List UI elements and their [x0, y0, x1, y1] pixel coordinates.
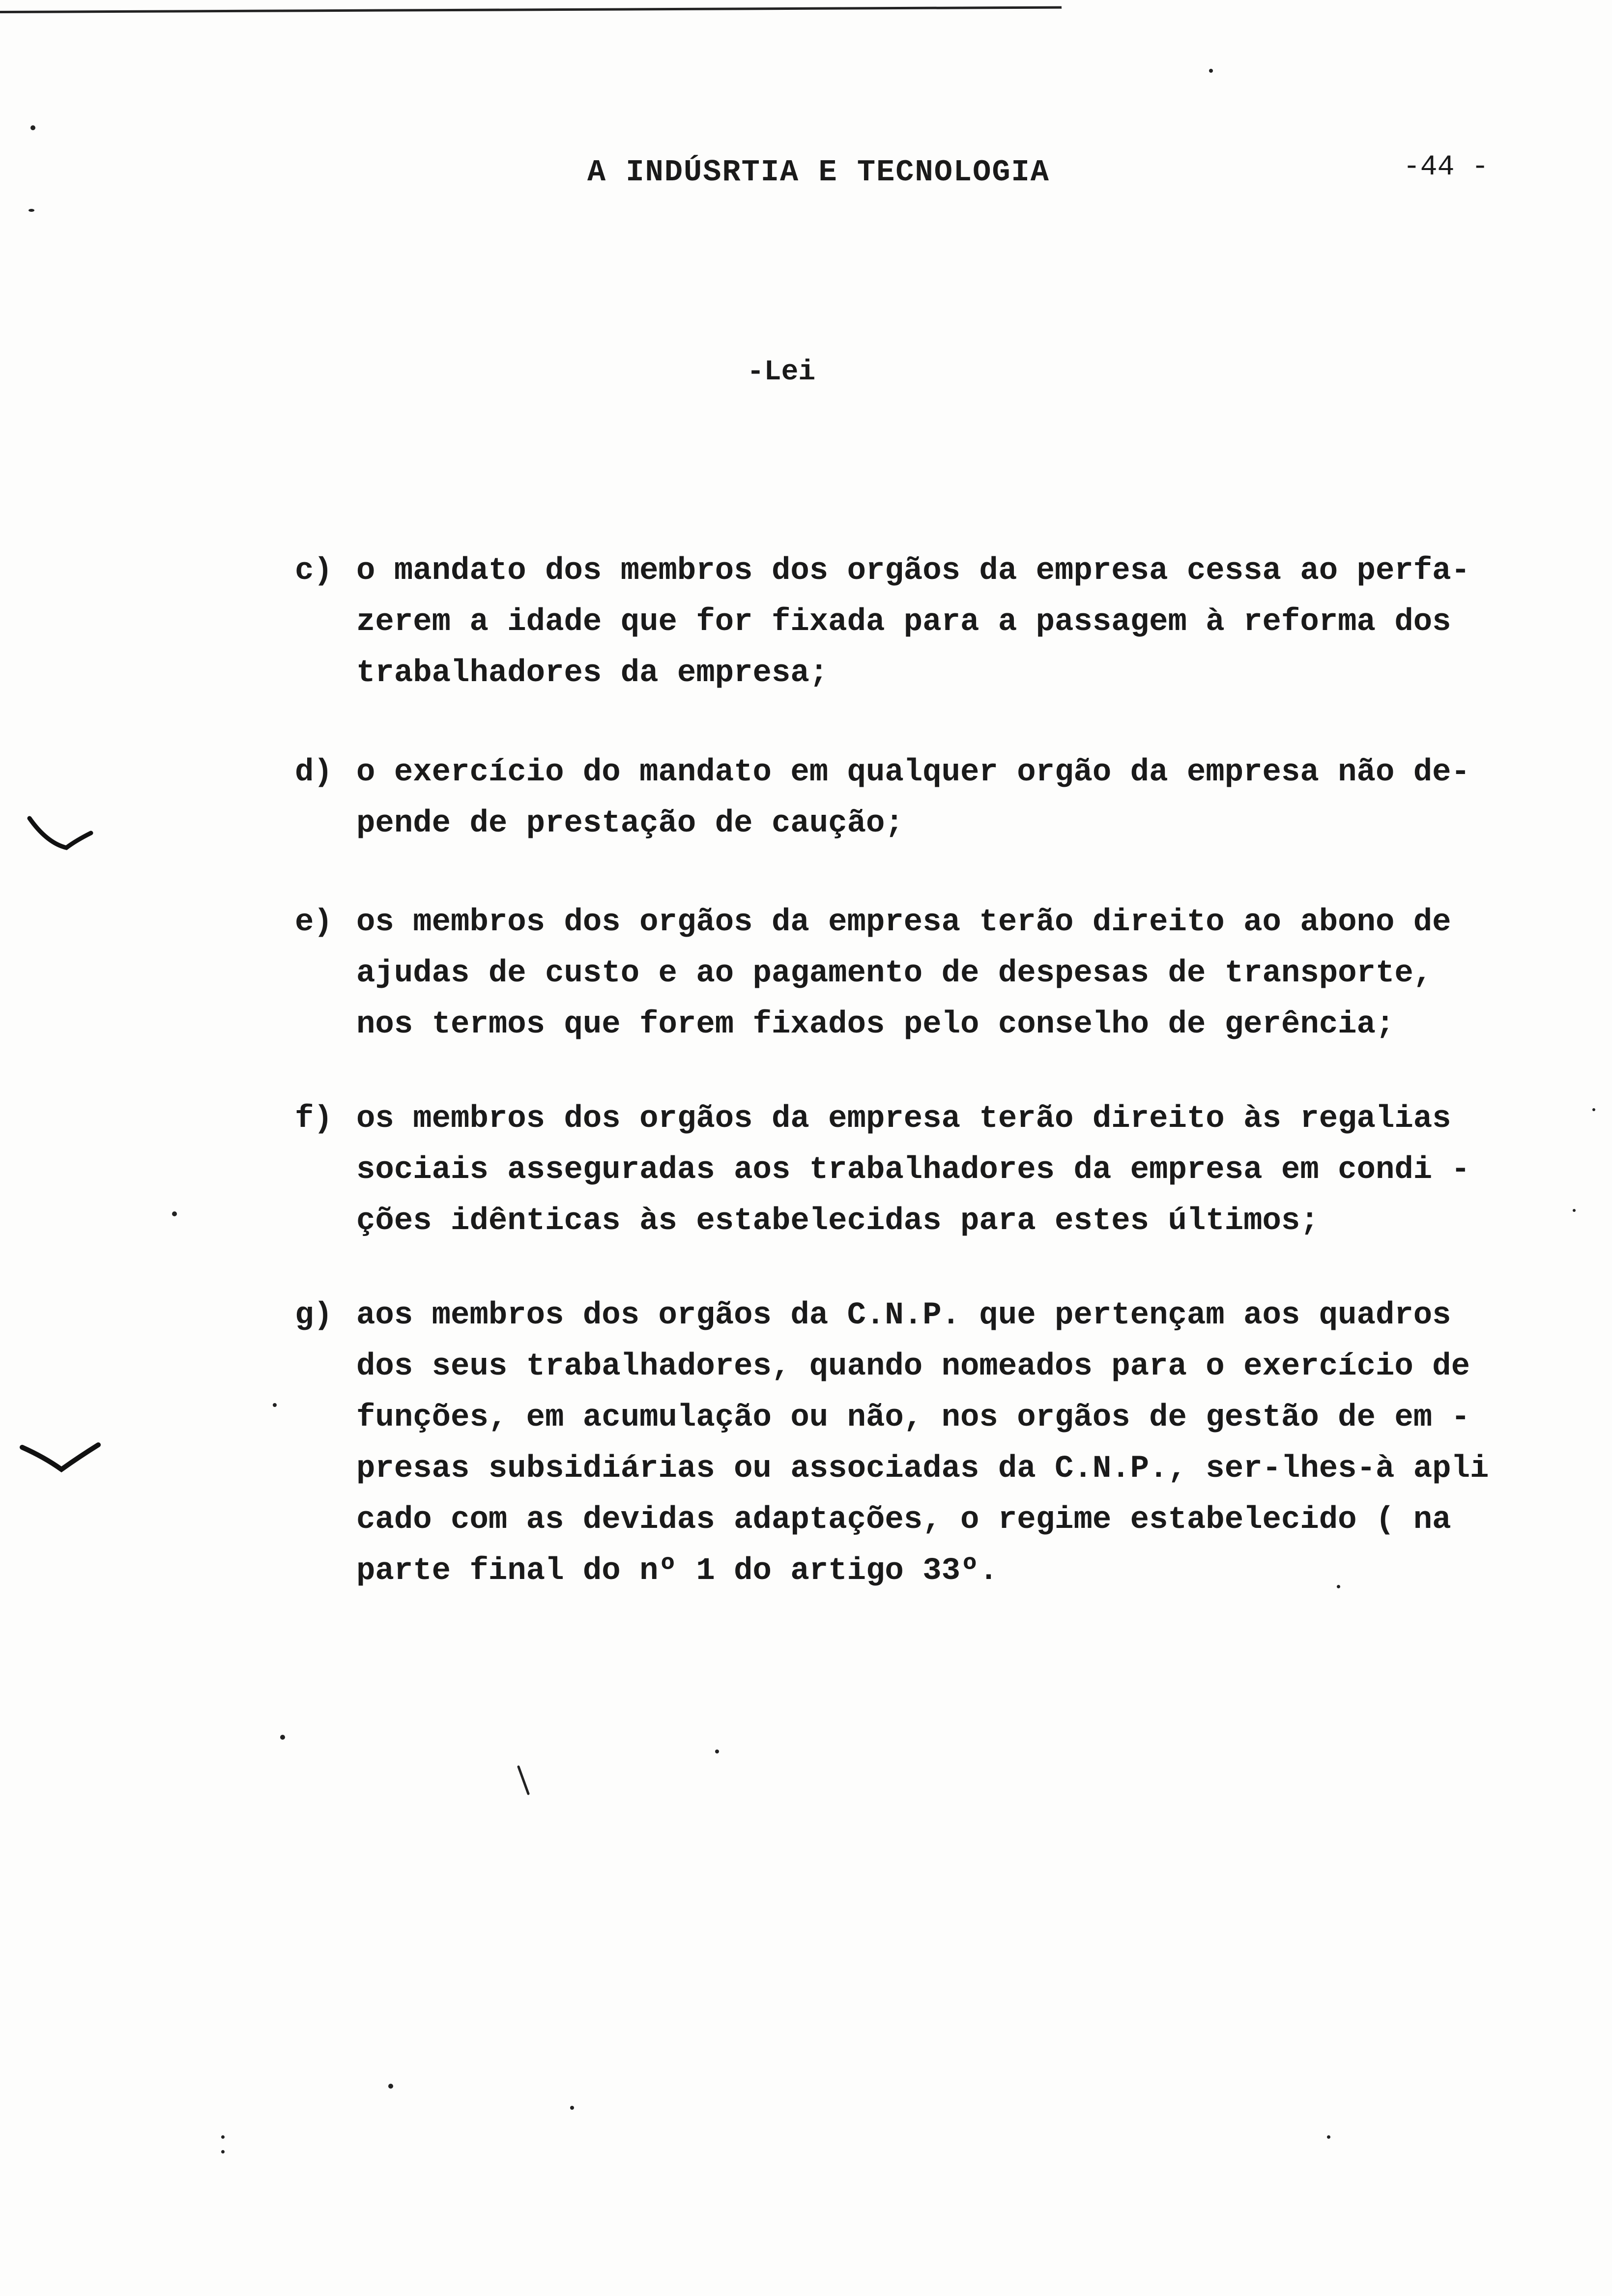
item-line: dos seus trabalhadores, quando nomeados para o exercício de — [356, 1349, 1470, 1384]
page-number: -44 - — [1403, 151, 1489, 183]
item-line: nos termos que forem fixados pelo conselho de gerência; — [356, 1007, 1395, 1042]
scan-speck — [570, 2106, 574, 2110]
item-line: ções idênticas às estabelecidas para estes últimos; — [356, 1204, 1319, 1239]
item-marker: d) — [295, 755, 333, 790]
item-line: os membros dos orgãos da empresa terão direito às regalias — [356, 1101, 1451, 1137]
scan-mark-left-2 — [20, 1440, 103, 1479]
item-line: zerem a idade que for fixada para a passagem à reforma dos — [356, 604, 1451, 640]
item-line: aos membros dos orgãos da C.N.P. que pertençam aos quadros — [356, 1298, 1451, 1333]
scan-speck — [1592, 1108, 1595, 1111]
item-line: pende de prestação de caução; — [356, 806, 904, 841]
scan-speck — [280, 1735, 285, 1740]
item-marker: e) — [295, 905, 333, 940]
item-marker: c) — [295, 553, 333, 589]
list-item-c — [295, 545, 1553, 699]
item-line: o mandato dos membros dos orgãos da empresa cessa ao perfa- — [356, 553, 1470, 589]
item-line: o exercício do mandato em qualquer orgão da empresa não de- — [356, 755, 1470, 790]
list-item-e — [295, 897, 1553, 1050]
scan-speck — [29, 209, 34, 212]
item-marker: g) — [295, 1298, 333, 1333]
scan-speck — [30, 125, 35, 130]
scan-speck — [1573, 1209, 1576, 1212]
scan-mark-left-1 — [27, 813, 96, 858]
item-line: os membros dos orgãos da empresa terão direito ao abono de — [356, 905, 1451, 940]
item-line: sociais asseguradas aos trabalhadores da empresa em condi - — [356, 1152, 1470, 1188]
scan-speck — [715, 1750, 719, 1753]
scan-speck — [221, 2150, 225, 2153]
scan-mark-center — [514, 1764, 533, 1799]
scan-speck — [388, 2084, 393, 2089]
item-line: cado com as devidas adaptações, o regime estabelecido ( na — [356, 1502, 1451, 1538]
scan-speck — [273, 1403, 277, 1407]
item-line: presas subsidiárias ou associadas da C.N.P., ser-lhes-à apli — [356, 1451, 1489, 1487]
scan-speck — [221, 2135, 225, 2139]
top-rule — [0, 6, 1062, 13]
list-item-f — [295, 1093, 1553, 1247]
running-title: A INDÚSRTIA E TECNOLOGIA — [587, 155, 1050, 190]
scan-speck — [1337, 1585, 1340, 1588]
list-item-d — [295, 747, 1553, 849]
item-line: trabalhadores da empresa; — [356, 656, 829, 691]
item-marker: f) — [295, 1101, 333, 1137]
item-line: parte final do nº 1 do artigo 33º. — [356, 1553, 998, 1589]
list-item-g — [295, 1290, 1553, 1597]
scan-speck — [1209, 69, 1213, 73]
section-title: -Lei — [747, 356, 816, 388]
item-line: ajudas de custo e ao pagamento de despesas de transporte, — [356, 956, 1433, 991]
item-line: funções, em acumulação ou não, nos orgãos de gestão de em - — [356, 1400, 1470, 1435]
scan-speck — [172, 1211, 177, 1216]
scan-speck — [1327, 2135, 1330, 2139]
